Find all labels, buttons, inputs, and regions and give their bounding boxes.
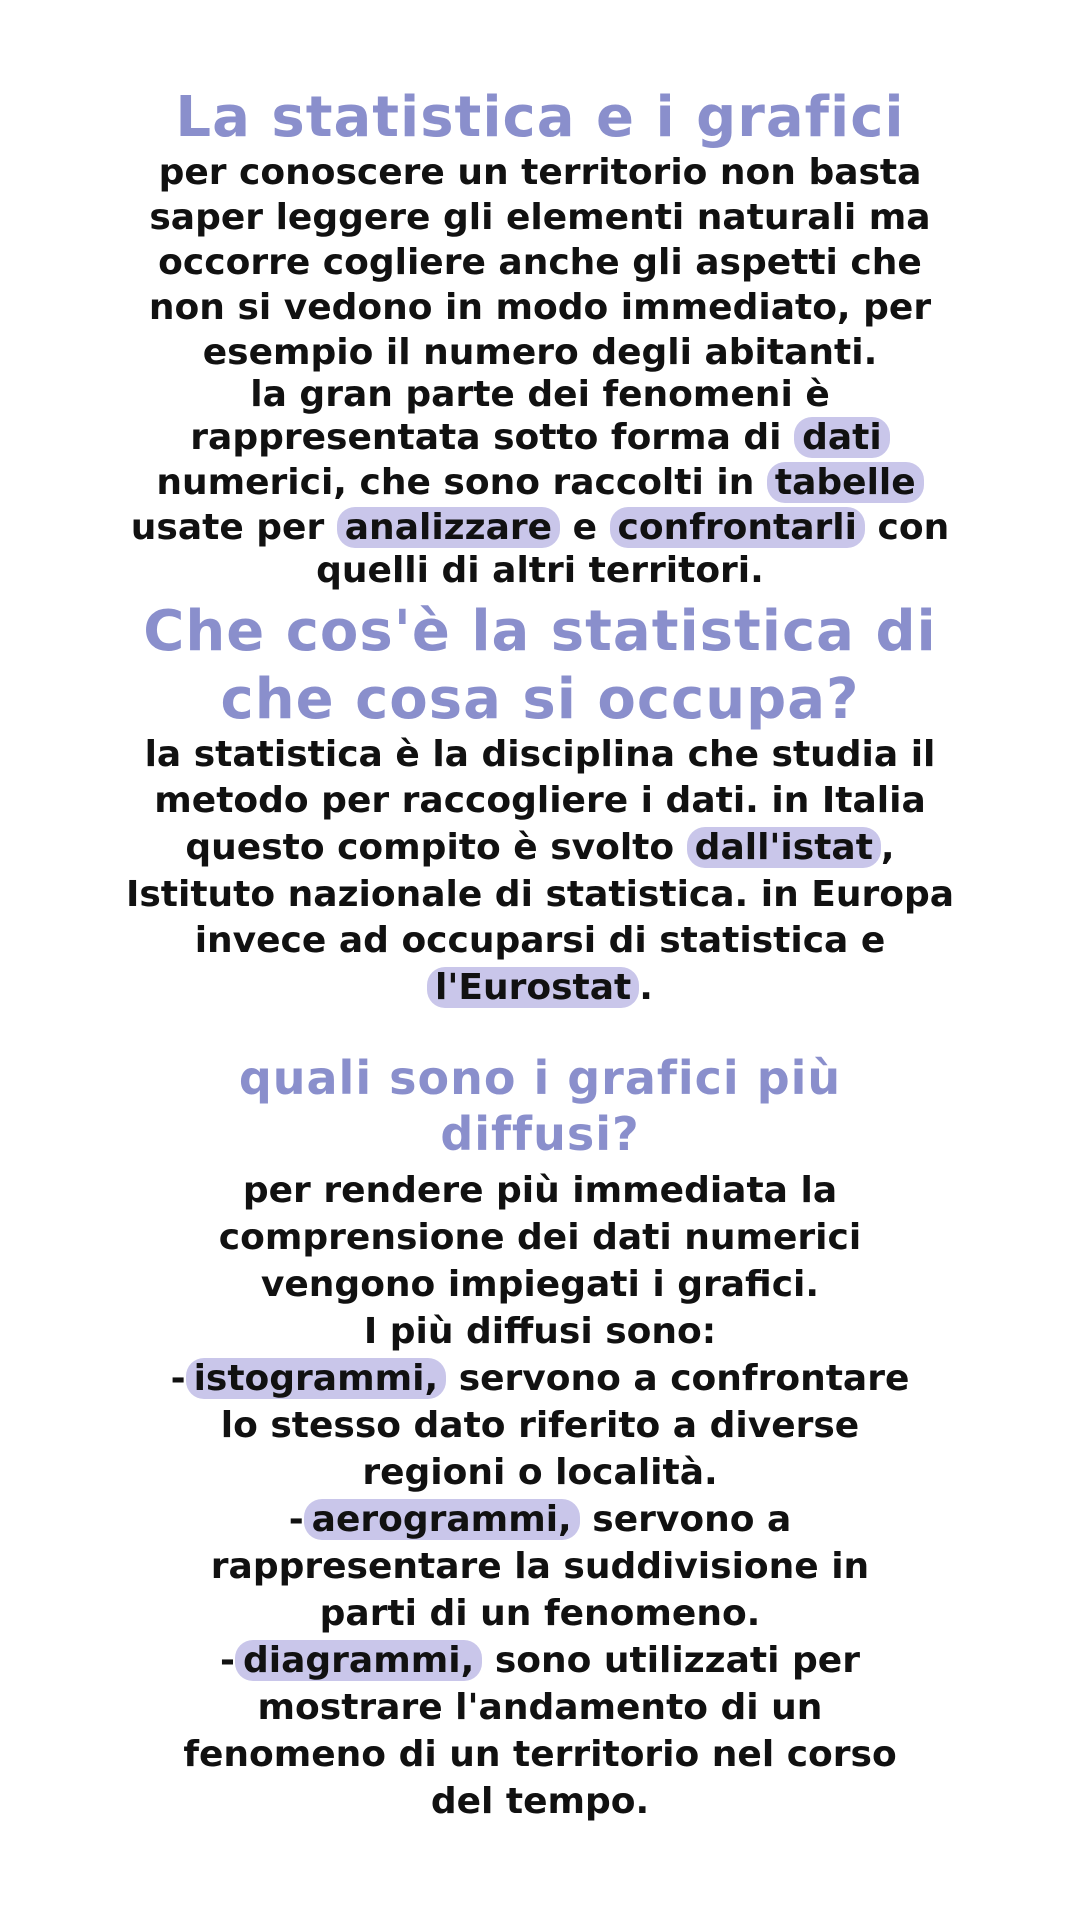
grafici-text: servono a	[592, 1499, 792, 1540]
highlight-diagrammi: diagrammi,	[235, 1640, 482, 1681]
statistica-line: Istituto nazionale di statistica. in Europa	[125, 874, 955, 915]
grafici-line: rappresentare la suddivisione in	[210, 1546, 870, 1587]
intro-text: con	[877, 507, 950, 548]
statistica-line: la statistica è la disciplina che studia il	[144, 734, 936, 775]
grafici-line: lo stesso dato riferito a diverse	[220, 1405, 860, 1446]
intro-line	[0, 460, 1080, 505]
section-heading-grafici: diffusi?	[440, 1107, 640, 1161]
grafici-line: del tempo.	[430, 1781, 650, 1822]
grafici-line: regioni o località.	[362, 1452, 718, 1493]
grafici-list-item	[0, 1356, 1080, 1401]
statistica-text: .	[639, 967, 653, 1008]
intro-line	[0, 415, 1080, 460]
statistica-line: metodo per raccogliere i dati. in Italia	[154, 780, 926, 821]
grafici-line: comprensione dei dati numerici	[218, 1217, 862, 1258]
grafici-text: -	[170, 1358, 186, 1399]
highlight-aerogrammi: aerogrammi,	[304, 1499, 580, 1540]
statistica-text: ,	[880, 827, 895, 868]
intro-line	[0, 505, 1080, 550]
grafici-line: parti di un fenomeno.	[319, 1593, 761, 1634]
highlight-istogrammi: istogrammi,	[186, 1358, 447, 1399]
grafici-list-item	[0, 1638, 1080, 1683]
intro-line: occorre cogliere anche gli aspetti che	[158, 242, 922, 283]
highlight-tabelle: tabelle	[767, 462, 924, 503]
intro-text: usate per	[130, 507, 325, 548]
intro-text: rappresentata sotto forma di	[190, 417, 782, 458]
statistica-text: questo compito è svolto	[185, 827, 675, 868]
highlight-istat: dall'istat	[687, 827, 881, 868]
grafici-text: -	[220, 1640, 235, 1681]
intro-line: la gran parte dei fenomeni è	[250, 374, 830, 415]
intro-line: quelli di altri territori.	[316, 550, 764, 591]
grafici-text: servono a confrontare	[458, 1358, 910, 1399]
intro-line: per conoscere un territorio non basta	[158, 152, 922, 193]
intro-line: esempio il numero degli abitanti.	[202, 332, 878, 373]
section-heading-statistica: Che cos'è la statistica di	[143, 599, 937, 664]
statistica-line: invece ad occuparsi di statistica e	[194, 920, 886, 961]
grafici-text: sono utilizzati per	[494, 1640, 860, 1681]
highlight-analizzare: analizzare	[337, 507, 560, 548]
statistica-line	[0, 825, 1080, 870]
page-title: La statistica e i grafici	[175, 85, 905, 150]
section-heading-grafici: quali sono i grafici più	[238, 1051, 842, 1105]
intro-line: saper leggere gli elementi naturali ma	[149, 197, 931, 238]
intro-text: e	[572, 507, 597, 548]
section-heading-statistica: che cosa si occupa?	[220, 667, 860, 732]
grafici-line: mostrare l'andamento di un	[257, 1687, 823, 1728]
highlight-eurostat: l'Eurostat	[427, 967, 639, 1008]
grafici-text: -	[288, 1499, 304, 1540]
intro-line: non si vedono in modo immediato, per	[148, 287, 932, 328]
grafici-list-item	[0, 1497, 1080, 1542]
highlight-dati: dati	[794, 417, 890, 458]
statistica-line	[0, 965, 1080, 1010]
grafici-line: fenomeno di un territorio nel corso	[183, 1734, 897, 1775]
grafici-line: vengono impiegati i grafici.	[260, 1264, 820, 1305]
intro-text: numerici, che sono raccolti in	[156, 462, 755, 503]
grafici-line: per rendere più immediata la	[242, 1170, 838, 1211]
grafici-line: I più diffusi sono:	[363, 1311, 717, 1352]
highlight-confrontarli: confrontarli	[610, 507, 865, 548]
